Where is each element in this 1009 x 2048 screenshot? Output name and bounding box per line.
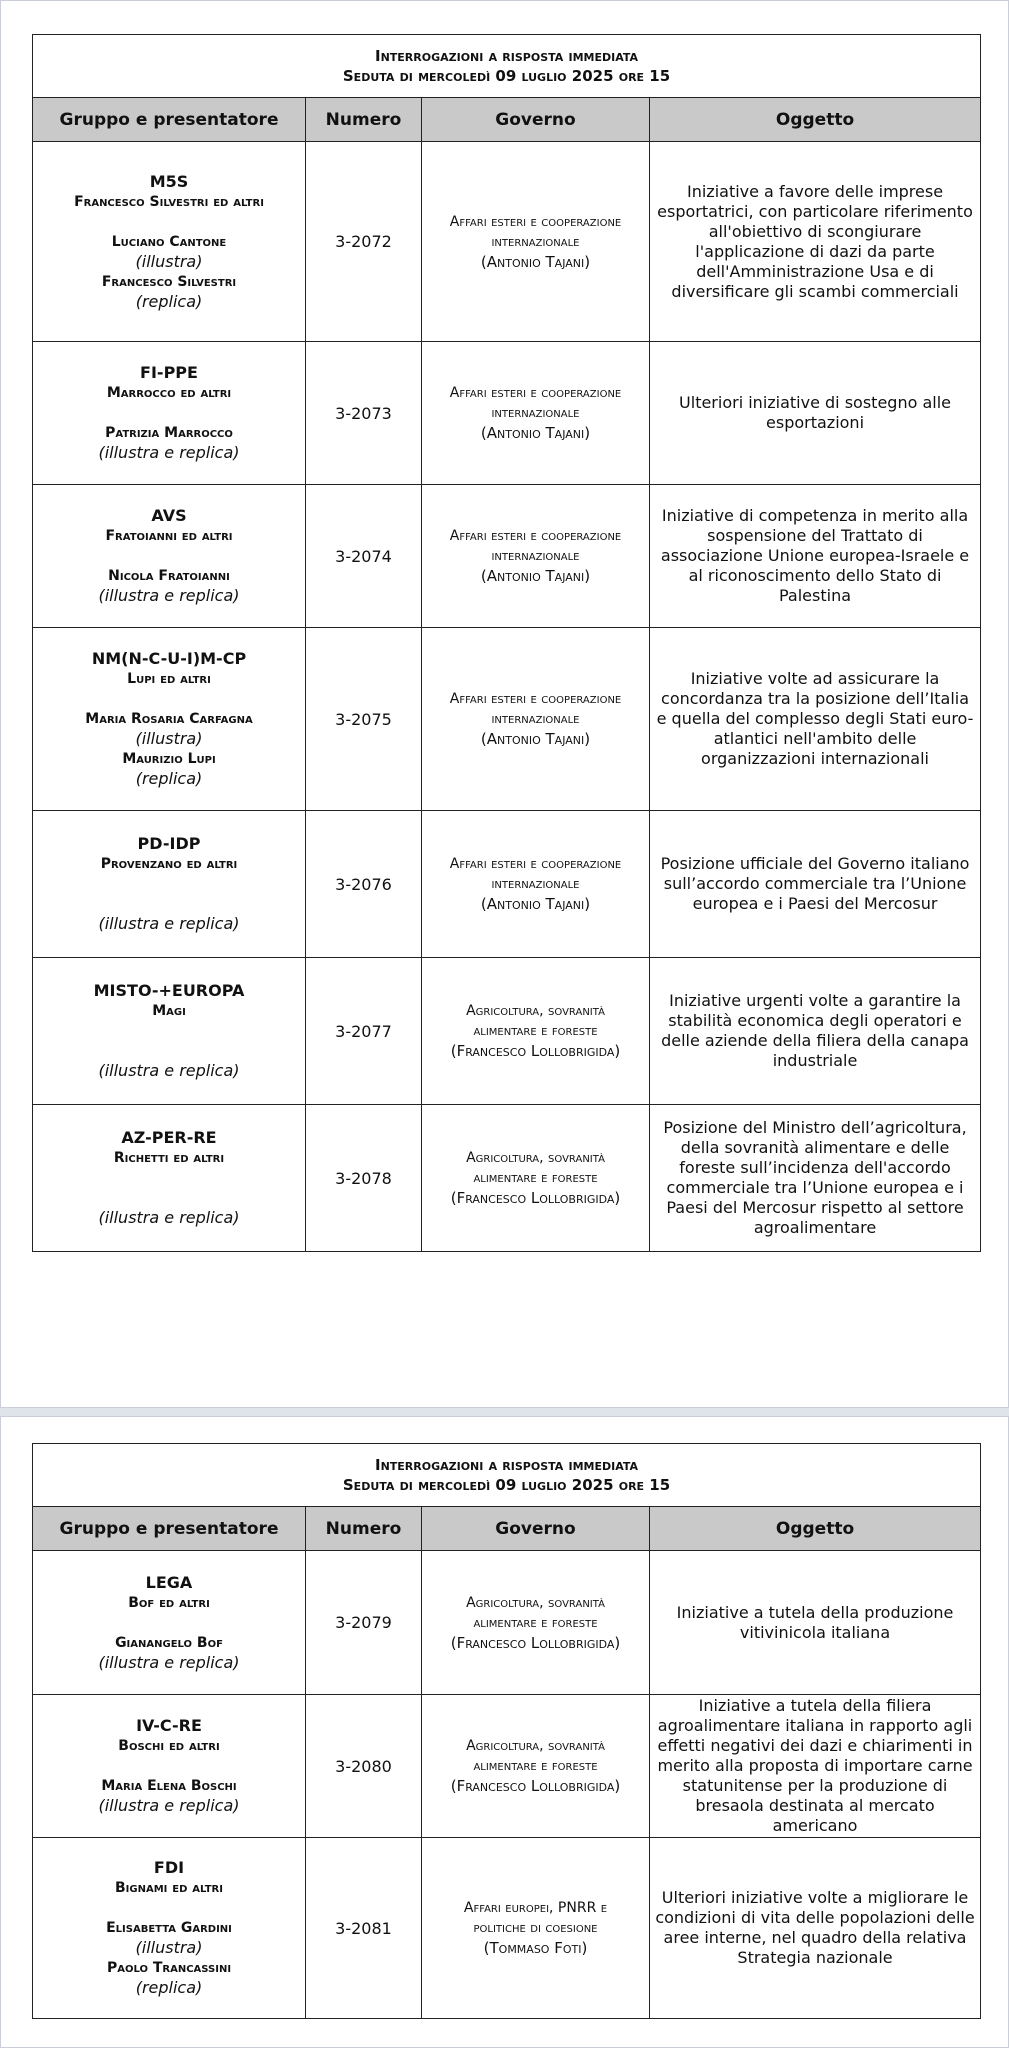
- ministry-name: alimentare e foreste: [473, 1758, 598, 1774]
- gruppo-cell: [33, 142, 306, 342]
- ministry-name: internazionale: [491, 711, 580, 727]
- party-name: LEGA: [145, 1572, 193, 1592]
- table-subtitle: Seduta di mercoledì 09 luglio 2025 ore 15: [342, 1476, 671, 1494]
- table-subtitle: Seduta di mercoledì 09 luglio 2025 ore 15: [342, 67, 671, 85]
- presenter-name: Paolo Trancassini: [106, 1960, 232, 1976]
- oggetto-cell: Ulteriori iniziative volte a migliorare le condizioni di vita delle popolazioni delle aree interne, nel quadro della relativa Strategia nazionale: [650, 1838, 981, 2019]
- numero-cell: 3-2078: [306, 1105, 422, 1252]
- governo-cell: [422, 142, 650, 342]
- table-body: [33, 142, 981, 1252]
- table-body: [33, 1551, 981, 2019]
- presenter-name: Bof ed altri: [128, 1594, 210, 1611]
- column-header-numero: Numero: [306, 98, 422, 142]
- governo-cell: [422, 1105, 650, 1252]
- oggetto-cell: Posizione del Ministro dell’agricoltura, della sovranità alimentare e delle foreste sull’incidenza dell'accordo commerciale tra l’Unione europea e i Paesi del Mercosur rispetto al settore agroalimentare: [650, 1105, 981, 1252]
- column-header-governo: Governo: [422, 1507, 650, 1551]
- numero-cell: 3-2075: [306, 628, 422, 811]
- role-note: (illustra e replica): [98, 443, 240, 462]
- presenter-name: Fratoianni ed altri: [105, 528, 233, 544]
- spacer: [39, 689, 299, 709]
- governo-cell: [422, 1551, 650, 1695]
- column-header-gruppo: Gruppo e presentatore: [33, 1507, 306, 1551]
- ministry-name: Affari esteri e cooperazione: [449, 856, 622, 872]
- role-note: (illustra e replica): [98, 1208, 240, 1227]
- gruppo-cell: [33, 1838, 306, 2019]
- minister-name: (Francesco Lollobrigida): [450, 1042, 621, 1060]
- ministry-name: internazionale: [491, 405, 580, 421]
- role-note: (illustra): [135, 251, 203, 271]
- minister-name: (Antonio Tajani): [480, 895, 591, 913]
- table-row: [33, 342, 981, 485]
- presenter-name: Bignami ed altri: [115, 1880, 223, 1896]
- ministry-name: alimentare e foreste: [473, 1614, 598, 1631]
- minister-name: (Antonio Tajani): [480, 730, 591, 748]
- role-note: (replica): [135, 291, 203, 311]
- oggetto-cell: Posizione ufficiale del Governo italiano sull’accordo commerciale tra l’Unione europea e i Paesi del Mercosur: [650, 811, 981, 958]
- party-name: MISTO-+EUROPA: [93, 981, 245, 1000]
- role-note: (replica): [135, 1978, 203, 1997]
- governo-cell: [422, 811, 650, 958]
- numero-cell: 3-2079: [306, 1551, 422, 1695]
- spacer: [39, 894, 299, 914]
- ministry-name: Agricoltura, sovranità: [466, 1150, 605, 1166]
- interrogazioni-table: [32, 1443, 981, 2019]
- table-row: [33, 1838, 981, 2019]
- presenter-name: Magi: [152, 1003, 186, 1019]
- table-row: [33, 958, 981, 1105]
- presenter-name: Patrizia Marrocco: [105, 425, 233, 441]
- table-row: [33, 1695, 981, 1838]
- spacer: [39, 212, 299, 232]
- oggetto-cell: Iniziative a favore delle imprese esportatrici, con particolare riferimento all'obiettivo di scongiurare l'applicazione di dazi da parte dell'Amministrazione Usa e di diversificare gli scambi commerciali: [650, 142, 981, 342]
- ministry-name: Agricoltura, sovranità: [466, 1594, 605, 1611]
- ministry-name: alimentare e foreste: [473, 1023, 598, 1039]
- spacer: [39, 1168, 299, 1188]
- presenter-name: Gianangelo Bof: [115, 1634, 223, 1651]
- presenter-name: Nicola Fratoianni: [108, 568, 230, 584]
- table-row: [33, 628, 981, 811]
- spacer: [39, 1613, 299, 1633]
- column-header-oggetto: Oggetto: [650, 1507, 981, 1551]
- table-row: [33, 485, 981, 628]
- governo-cell: [422, 628, 650, 811]
- presenter-name: Maria Elena Boschi: [101, 1778, 237, 1794]
- table-row: [33, 1105, 981, 1252]
- role-note: (illustra e replica): [98, 586, 240, 605]
- minister-name: (Antonio Tajani): [480, 252, 591, 271]
- party-name: PD-IDP: [137, 834, 201, 853]
- minister-name: (Francesco Lollobrigida): [450, 1777, 621, 1795]
- ministry-name: politiche di coesione: [473, 1920, 598, 1936]
- role-note: (illustra): [135, 1938, 203, 1957]
- oggetto-cell: Iniziative a tutela della produzione vitivinicola italiana: [650, 1551, 981, 1695]
- ministry-name: Affari europei, PNRR e: [463, 1900, 608, 1916]
- column-header-gruppo: Gruppo e presentatore: [33, 98, 306, 142]
- spacer: [39, 1021, 299, 1041]
- numero-cell: 3-2073: [306, 342, 422, 485]
- presenter-name: Richetti ed altri: [113, 1150, 225, 1166]
- governo-cell: [422, 1695, 650, 1838]
- table-title: Interrogazioni a risposta immediata: [374, 1456, 639, 1474]
- table-header: [33, 35, 981, 98]
- spacer: [39, 1041, 299, 1061]
- minister-name: (Francesco Lollobrigida): [450, 1633, 621, 1652]
- document-page-2: [0, 1416, 1009, 2048]
- gruppo-cell: [33, 342, 306, 485]
- minister-name: (Antonio Tajani): [480, 424, 591, 442]
- table-row: [33, 142, 981, 342]
- presenter-name: Boschi ed altri: [118, 1738, 220, 1754]
- numero-cell: 3-2080: [306, 1695, 422, 1838]
- numero-cell: 3-2077: [306, 958, 422, 1105]
- party-name: NM(N-C-U-I)M-CP: [91, 649, 247, 668]
- presenter-name: Luciano Cantone: [111, 233, 227, 250]
- minister-name: (Francesco Lollobrigida): [450, 1189, 621, 1207]
- party-name: AVS: [151, 506, 187, 525]
- party-name: M5S: [149, 171, 189, 191]
- presenter-name: Lupi ed altri: [127, 671, 211, 687]
- table-header: [33, 1444, 981, 1507]
- numero-cell: 3-2081: [306, 1838, 422, 2019]
- spacer: [39, 546, 299, 566]
- minister-name: (Antonio Tajani): [480, 567, 591, 585]
- minister-name: (Tommaso Foti): [483, 1939, 588, 1957]
- ministry-name: alimentare e foreste: [473, 1170, 598, 1186]
- ministry-name: Agricoltura, sovranità: [466, 1003, 605, 1019]
- gruppo-cell: [33, 811, 306, 958]
- governo-cell: [422, 342, 650, 485]
- table-row: [33, 811, 981, 958]
- ministry-name: Affari esteri e cooperazione: [449, 691, 622, 707]
- role-note: (illustra e replica): [98, 1796, 240, 1815]
- ministry-name: internazionale: [491, 876, 580, 892]
- table-title: Interrogazioni a risposta immediata: [374, 47, 639, 65]
- numero-cell: 3-2072: [306, 142, 422, 342]
- oggetto-cell: Iniziative urgenti volte a garantire la stabilità economica degli operatori e delle aziende della filiera della canapa industriale: [650, 958, 981, 1105]
- spacer: [39, 1756, 299, 1776]
- spacer: [39, 403, 299, 423]
- party-name: FDI: [153, 1858, 185, 1877]
- party-name: IV-C-RE: [136, 1716, 202, 1735]
- role-note: (replica): [135, 769, 203, 788]
- role-note: (illustra e replica): [98, 1652, 240, 1672]
- ministry-name: Agricoltura, sovranità: [466, 1738, 605, 1754]
- gruppo-cell: [33, 628, 306, 811]
- ministry-name: internazionale: [491, 548, 580, 564]
- spacer: [39, 1188, 299, 1208]
- table-row: [33, 1551, 981, 1695]
- party-name: AZ-PER-RE: [121, 1128, 217, 1147]
- presenter-name: Maurizio Lupi: [122, 751, 216, 767]
- spacer: [39, 874, 299, 894]
- gruppo-cell: [33, 485, 306, 628]
- governo-cell: [422, 958, 650, 1105]
- interrogazioni-table: [32, 34, 981, 1252]
- role-note: (illustra e replica): [98, 1061, 240, 1080]
- oggetto-cell: Iniziative a tutela della filiera agroalimentare italiana in rapporto agli effetti negativi dei dazi e chiarimenti in merito alla proposta di importare carne statunitense per la produzione di bresaola destinata al mercato americano: [650, 1695, 981, 1838]
- presenter-name: Provenzano ed altri: [100, 856, 238, 872]
- ministry-name: internazionale: [491, 233, 580, 250]
- role-note: (illustra e replica): [98, 914, 240, 933]
- column-header-oggetto: Oggetto: [650, 98, 981, 142]
- spacer: [39, 1898, 299, 1918]
- gruppo-cell: [33, 1105, 306, 1252]
- gruppo-cell: [33, 1551, 306, 1695]
- ministry-name: Affari esteri e cooperazione: [449, 213, 622, 230]
- presenter-name: Francesco Silvestri ed altri: [74, 193, 264, 210]
- column-header-governo: Governo: [422, 98, 650, 142]
- oggetto-cell: Iniziative volte ad assicurare la concordanza tra la posizione dell’Italia e quella del complesso degli Stati euro-atlantici nell'ambito delle organizzazioni internazionali: [650, 628, 981, 811]
- governo-cell: [422, 1838, 650, 2019]
- gruppo-cell: [33, 1695, 306, 1838]
- ministry-name: Affari esteri e cooperazione: [449, 528, 622, 544]
- column-header-numero: Numero: [306, 1507, 422, 1551]
- oggetto-cell: Ulteriori iniziative di sostegno alle esportazioni: [650, 342, 981, 485]
- party-name: FI-PPE: [140, 363, 198, 382]
- numero-cell: 3-2076: [306, 811, 422, 958]
- presenter-name: Elisabetta Gardini: [106, 1920, 232, 1936]
- presenter-name: Marrocco ed altri: [106, 385, 232, 401]
- role-note: (illustra): [135, 729, 203, 748]
- numero-cell: 3-2074: [306, 485, 422, 628]
- oggetto-cell: Iniziative di competenza in merito alla sospensione del Trattato di associazione Unione europea-Israele e al riconoscimento dello Stato di Palestina: [650, 485, 981, 628]
- presenter-name: Francesco Silvestri: [101, 273, 237, 290]
- presenter-name: Maria Rosaria Carfagna: [85, 711, 253, 727]
- governo-cell: [422, 485, 650, 628]
- ministry-name: Affari esteri e cooperazione: [449, 385, 622, 401]
- gruppo-cell: [33, 958, 306, 1105]
